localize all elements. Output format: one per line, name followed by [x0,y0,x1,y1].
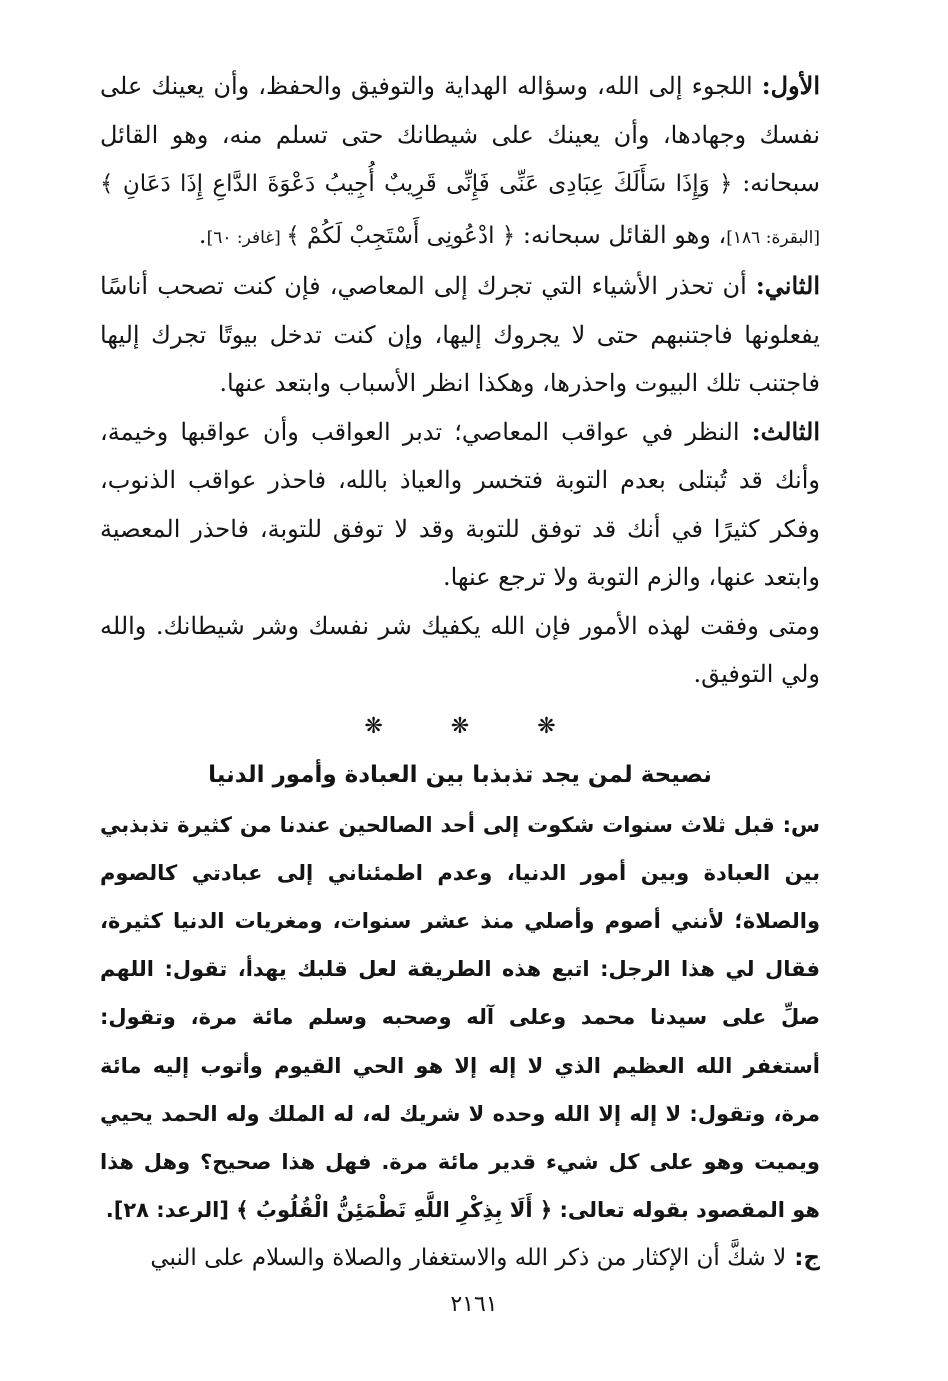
page-number: ٢١٦١ [450,1292,498,1317]
divider-star-icon: ❋ [537,713,556,739]
quran-verse: ﴿ أَلَا بِذِكْرِ اللَّهِ تَطْمَئِنُّ الْقُلُوبُ ﴾ [236,1198,553,1223]
divider-star-icon: ❋ [364,713,383,739]
answer-paragraph [100,1234,820,1282]
paragraph-first [100,62,820,262]
paragraph-third [100,408,820,602]
verse-reference: [غافر: ٦٠] [206,227,287,248]
question-text: قبل ثلاث سنوات شكوت إلى أحد الصالحين عندنا من كثيرة تذبذبي بين العبادة وبين أمور الدنيا، وعدم اطمئناني إلى عبادتي كالصوم والصلاة؛ لأنني أصوم وأصلي منذ عشر سنوات، ومغريات الدنيا كثيرة، فقال لي هذا الرجل: اتبع هذه الطريقة لعل قلبك يهدأ، تقول: اللهم صلِّ على سيدنا محمد وعلى آله وصحبه وسلم مائة مرة، وتقول: أستغفر الله العظيم الذي لا إله إلا هو الحي القيوم وأتوب إليه مائة مرة، وتقول: لا إله إلا الله وحده لا شريك له، له الملك وله الحمد يحيي ويميت وهو على كل شيء قدير مائة مرة. فهل هذا صحيح؟ وهل هذا هو المقصود بقوله تعالى: [100,812,820,1223]
paragraph-text: ومتى وفقت لهذه الأمور فإن الله يكفيك شر نفسك وشر شيطانك. والله ولي التوفيق. [100,611,820,688]
paragraph-lead-second: الثاني: [755,271,820,300]
page-body [100,62,820,1282]
paragraph-text: اللجوء إلى الله، وسؤاله الهداية والتوفيق والحفظ، وأن يعينك على نفسك وجهادها، وأن يعينك على شيطانك حتى تسلم منه، وهو القائل سبحانه: [100,72,821,197]
paragraph-text: ، وهو القائل سبحانه: [515,220,727,249]
paragraph-text: أن تحذر الأشياء التي تجرك إلى المعاصي، فإن كنت تصحب أناسًا يفعلونها فاجتنبهم حتى لا يجروك إليها، وإن كنت تدخل بيوتًا تجرك إليها فاجتنب تلك البيوت واحذرها، وهكذا انظر الأسباب وابتعد عنها. [100,272,820,397]
quran-verse: ﴿ وَإِذَا سَأَلَكَ عِبَادِى عَنِّى فَإِنِّى قَرِيبٌ أُجِيبُ دَعْوَةَ الدَّاعِ إِذَا دَعَانِ ﴾ [100,171,733,197]
section-divider [100,707,820,747]
paragraph-lead-first: الأول: [761,71,820,100]
verse-reference: [الرعد: ٢٨]. [105,1198,237,1223]
quran-verse: ﴿ ادْعُونِى أَسْتَجِبْ لَكُمْ ﴾ [286,222,516,249]
question-prefix: س: [774,812,821,837]
paragraph-closing [100,602,820,699]
paragraph-text: النظر في عواقب المعاصي؛ تدبر العواقب وأن عواقبها وخيمة، وأنك قد تُبتلى بعدم التوبة فتخسر والعياذ بالله، فاحذر عواقب الذنوب، وفكر كثيرًا في أنك قد توفق للتوبة وقد لا توفق للتوبة، فاحذر المعصية وابتعد عنها، والزم التوبة ولا ترجع عنها. [100,417,820,591]
section-title: نصيحة لمن يجد تذبذبا بين العبادة وأمور الدنيا [208,761,712,788]
paragraph-end: . [198,220,207,249]
answer-prefix: ج: [786,1245,820,1272]
answer-text: لا شكَّ أن الإكثار من ذكر الله والاستغفار والصلاة والسلام على النبي [150,1245,787,1272]
divider-star-icon: ❋ [450,713,470,739]
paragraph-lead-third: الثالث: [751,416,820,446]
question-paragraph [100,801,820,1235]
paragraph-second [100,262,820,408]
verse-reference: [البقرة: ١٨٦] [726,227,820,248]
